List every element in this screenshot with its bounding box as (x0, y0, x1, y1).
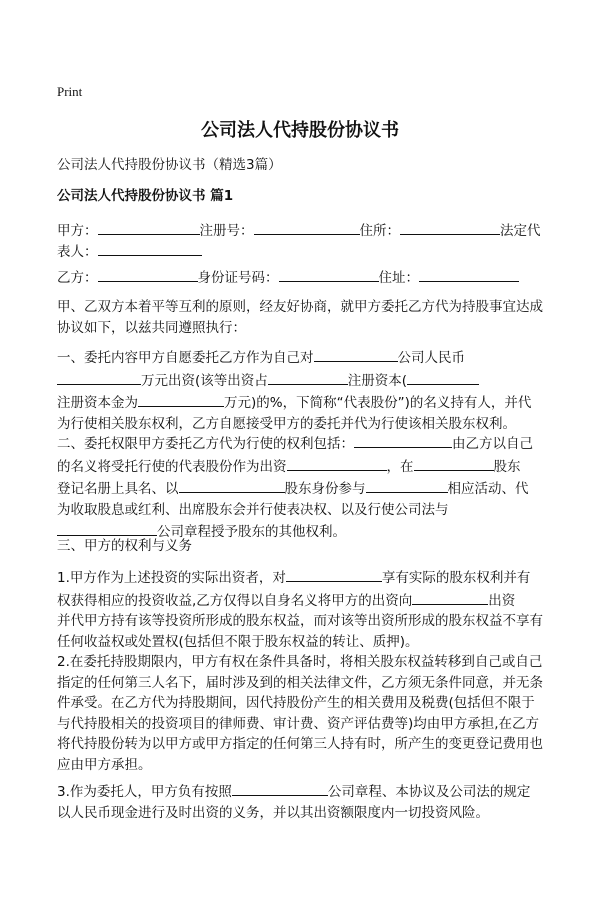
clause-1 (57, 346, 547, 434)
company-field[interactable] (412, 589, 488, 605)
clause-line: 并代甲方持有该等投资所形成的股东权益，而对该等出资所形成的股东权益不享有 (57, 613, 543, 629)
clause-3-item-3 (57, 780, 547, 823)
print-label[interactable]: Print (57, 84, 83, 99)
company-name-field[interactable] (268, 369, 348, 385)
clause-line (57, 432, 547, 455)
party-a-reg-field[interactable] (254, 219, 360, 235)
clause-text: 二、委托权限甲方委托乙方代为行使的权利包括： (57, 436, 354, 452)
rights-field[interactable] (354, 432, 452, 448)
clause-line: 将代持股份转为以甲方或甲方指定的任何第三人持有时，所产生的变更登记费用也 (57, 736, 543, 752)
clause-text: 权获得相应的投资收益,乙方仅得以自身名义将甲方的出资向 (57, 592, 413, 609)
party-a-reg-label: 注册号： (199, 223, 254, 239)
clause-text: 注册资本金为 (57, 395, 138, 411)
party-b-id-field[interactable] (279, 266, 379, 282)
clause-line: 指定的任何第三人名下，届时涉及到的相关法律文件，乙方须无条件同意，并无条 (57, 674, 543, 691)
clause-text: 登记名册上具名、以 (57, 481, 179, 497)
party-a-rep-row (57, 240, 202, 262)
clause-line (57, 369, 547, 392)
clause-text: 1.甲方作为上述投资的实际出资者，对 (57, 570, 286, 586)
clause-line (57, 566, 547, 589)
clause-line (57, 589, 547, 612)
clause-line: 任何收益权或处置权(包括但不限于股东权益的转让、质押)。 (57, 633, 419, 650)
party-b-row (57, 266, 519, 288)
party-b-label: 乙方： (57, 270, 98, 286)
clause-3-item-2 (57, 652, 547, 775)
clause-3-heading: 三、甲方的权利与义务 (57, 538, 192, 554)
clause-line: 为收取股息或红利、出席股东会并行使表决权、以及行使公司法与 (57, 501, 449, 518)
clause-text: 万元)的%，下简称“代表股份”)的名义持有人，并代 (224, 395, 532, 411)
clause-text: ，在 (386, 458, 414, 475)
clause-2 (57, 432, 547, 543)
registered-capital-field[interactable] (407, 369, 479, 385)
intro-paragraph (57, 297, 547, 338)
clause-line: 应由甲方承担。 (57, 756, 152, 773)
clause-text: 的名义将受托行使的代表股份作为出资 (57, 458, 287, 475)
clause-text: 注册资本( (347, 372, 408, 389)
company-field[interactable] (286, 566, 382, 582)
clause-line (57, 391, 547, 414)
clause-text: 相应活动、代 (447, 481, 529, 497)
clause-line: 2.在委托持股期限内，甲方有权在条件具备时，将相关股东权益转移到自己或自己 (57, 654, 543, 670)
clause-text: 出资 (488, 592, 516, 609)
party-a-name-field[interactable] (98, 219, 200, 235)
clause-text: 由乙方以自己 (452, 436, 533, 452)
section-heading: 公司法人代持股份协议书 篇1 (57, 188, 234, 204)
clause-text: 股东 (493, 458, 521, 475)
company-field[interactable] (366, 477, 448, 493)
register-company-field[interactable] (414, 455, 494, 471)
intro-line: 协议如下，以兹共同遵照执行： (57, 319, 246, 336)
investee-field[interactable] (287, 455, 387, 471)
company-name-field[interactable] (314, 346, 398, 362)
party-a-rep-label-2: 表人： (57, 244, 98, 260)
clause-text: 公司章程、本协议及公司法的规定 (327, 784, 531, 800)
clause-line: 以人民币现金进行及时出资的义务，并以其出资额限度内一切投资风险。 (57, 804, 489, 821)
company-field[interactable] (232, 780, 328, 796)
clause-text: 公司人民币 (397, 350, 465, 366)
clause-line (57, 780, 547, 803)
party-a-addr-field[interactable] (400, 219, 500, 235)
party-b-addr-field[interactable] (419, 266, 519, 282)
document-title: 公司法人代持股份协议书 (201, 120, 399, 141)
clause-line: 与代持股相关的投资项目的律师费、审计费、资产评估费等)均由甲方承担,在乙方 (57, 715, 540, 732)
clause-text: 公司章程授予股东的其他权利。 (157, 524, 346, 540)
clause-line (57, 346, 547, 369)
clause-line: 件承受。在乙方代为持股期间，因代持股份产生的相关费用及税费(包括但不限于 (57, 695, 535, 711)
intro-line: 甲、乙双方本着平等互利的原则，经友好协商，就甲方委托乙方代为持股事宜达成 (57, 299, 543, 315)
party-a-label: 甲方： (57, 223, 98, 239)
party-b-id-label: 身份证号码： (197, 270, 279, 286)
party-b-name-field[interactable] (98, 266, 198, 282)
clause-line (57, 477, 547, 500)
clause-text: 3.作为委托人，甲方负有按照 (57, 784, 232, 800)
party-a-row (57, 219, 541, 241)
clause-text: 万元出资(该等出资占 (141, 372, 268, 389)
clause-line: 为行使相关股东权利，乙方自愿接受甲方的委托并代为行使该相关股东权利。 (57, 415, 516, 432)
company-field[interactable] (179, 477, 285, 493)
document-subtitle: 公司法人代持股份协议书（精选3篇） (57, 157, 282, 173)
party-b-addr-label: 住址： (378, 270, 419, 286)
party-a-rep-field[interactable] (98, 240, 202, 256)
clause-3-item-1 (57, 566, 547, 652)
clause-text: 股东身份参与 (284, 481, 366, 497)
party-a-rep-label-1: 法定代 (500, 223, 541, 239)
clause-text: 享有实际的股东权利并有 (381, 570, 531, 586)
clause-text: 一、委托内容甲方自愿委托乙方作为自己对 (57, 350, 314, 366)
clause-line (57, 455, 547, 478)
company-field[interactable] (57, 520, 157, 536)
capital-amount-field[interactable] (57, 369, 141, 385)
capital-total-field[interactable] (138, 391, 224, 407)
party-a-addr-label: 住所： (359, 223, 400, 239)
